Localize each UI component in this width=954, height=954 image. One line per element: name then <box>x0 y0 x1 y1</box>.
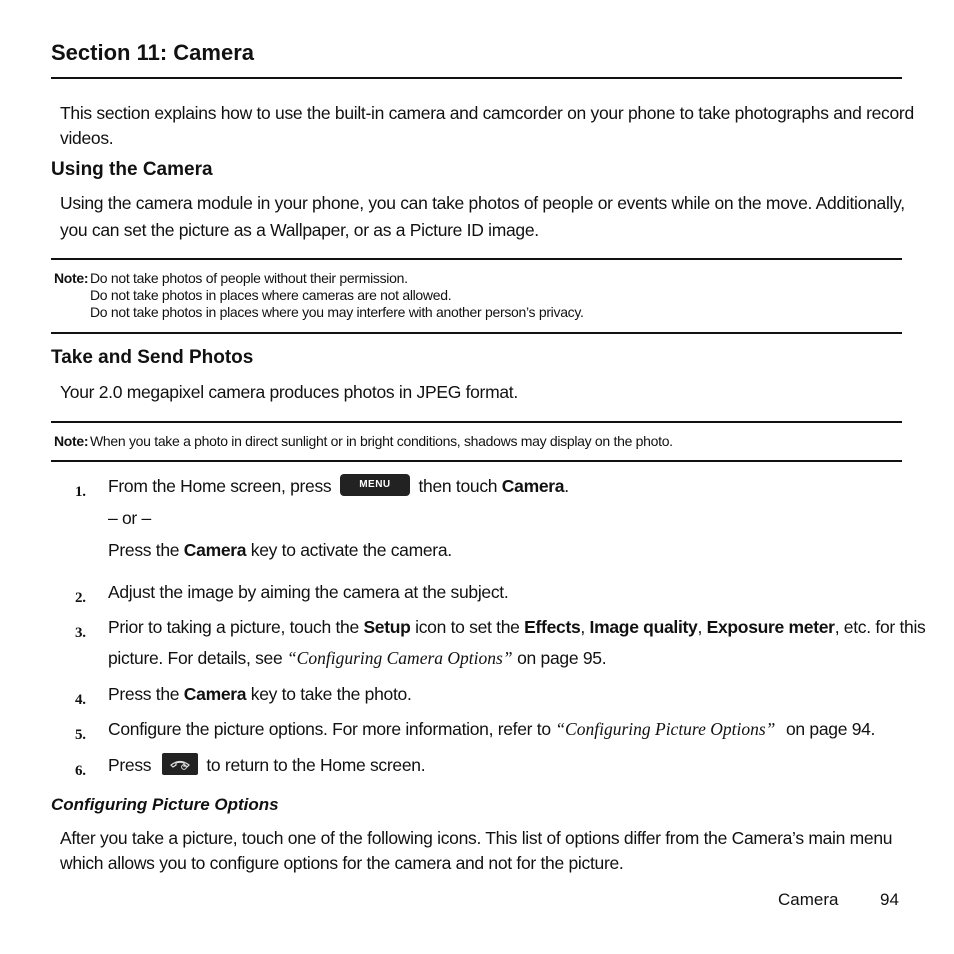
using-camera-line-2: you can set the picture as a Wallpaper, or as a Picture ID image. <box>60 220 539 240</box>
step-3-text: Prior to taking a picture, touch the Setup icon to set the Effects, Image quality, Exposure meter, etc. for this <box>108 617 926 637</box>
using-camera-paragraph <box>60 191 905 243</box>
step-1-text: From the Home screen, press MENU then touch Camera. <box>108 476 569 496</box>
footer-page-number: 94 <box>880 890 899 909</box>
step-number: 1. <box>75 484 86 500</box>
step-number: 4. <box>75 692 86 708</box>
intro-line-1: This section explains how to use the built-in camera and camcorder on your phone to take photographs and record <box>60 103 914 123</box>
menu-key-icon: MENU <box>340 474 410 496</box>
take-send-paragraph: Your 2.0 megapixel camera produces photos in JPEG format. <box>60 382 518 402</box>
intro-paragraph <box>60 101 914 151</box>
step-2-text: Adjust the image by aiming the camera at the subject. <box>108 582 509 602</box>
end-call-key-icon <box>162 753 198 775</box>
config-picture-line-1: After you take a picture, touch one of the following icons. This list of options differ from the Camera’s main menu <box>60 828 893 848</box>
cross-reference-link[interactable]: “Configuring Camera Options” <box>286 648 513 668</box>
config-picture-paragraph <box>60 826 892 876</box>
note-line: Do not take photos in places where cameras are not allowed. <box>90 287 452 303</box>
section-title: Section 11: Camera <box>51 40 254 65</box>
note-line: Do not take photos of people without their permission. <box>90 270 408 286</box>
note-box-sunlight <box>51 421 902 462</box>
step-number: 6. <box>75 763 86 779</box>
take-send-heading: Take and Send Photos <box>51 347 254 368</box>
note-box-privacy <box>51 258 902 334</box>
step-number: 5. <box>75 727 86 743</box>
config-picture-line-2: which allows you to configure options for the camera and not for the picture. <box>60 853 624 873</box>
step-number: 2. <box>75 590 86 606</box>
cross-reference-link[interactable]: “Configuring Picture Options” <box>555 719 776 739</box>
note-line: Do not take photos in places where you may interfere with another person’s privacy. <box>90 304 584 320</box>
using-camera-heading: Using the Camera <box>51 159 213 180</box>
intro-line-2: videos. <box>60 128 114 148</box>
step-1-alt-text: Press the Camera key to activate the camera. <box>108 540 452 560</box>
step-1-or: – or – <box>108 508 151 528</box>
footer-section-name: Camera <box>778 890 839 909</box>
step-3-text-line-2: picture. For details, see “Configuring Camera Options” on page 95. <box>108 648 607 668</box>
step-5-text: Configure the picture options. For more information, refer to “Configuring Picture Options” on page 94. <box>108 719 876 739</box>
step-6-text: Press to return to the Home screen. <box>108 755 426 775</box>
step-4-text: Press the Camera key to take the photo. <box>108 684 412 704</box>
using-camera-line-1: Using the camera module in your phone, you can take photos of people or events while on the move. Additionally, <box>60 193 905 213</box>
config-picture-heading: Configuring Picture Options <box>51 795 279 814</box>
note-label: Note: <box>54 270 89 286</box>
note-label: Note: <box>54 433 89 449</box>
section-title-rule <box>51 77 902 79</box>
step-number: 3. <box>75 625 86 641</box>
note-line: When you take a photo in direct sunlight or in bright conditions, shadows may display on the photo. <box>90 433 673 449</box>
